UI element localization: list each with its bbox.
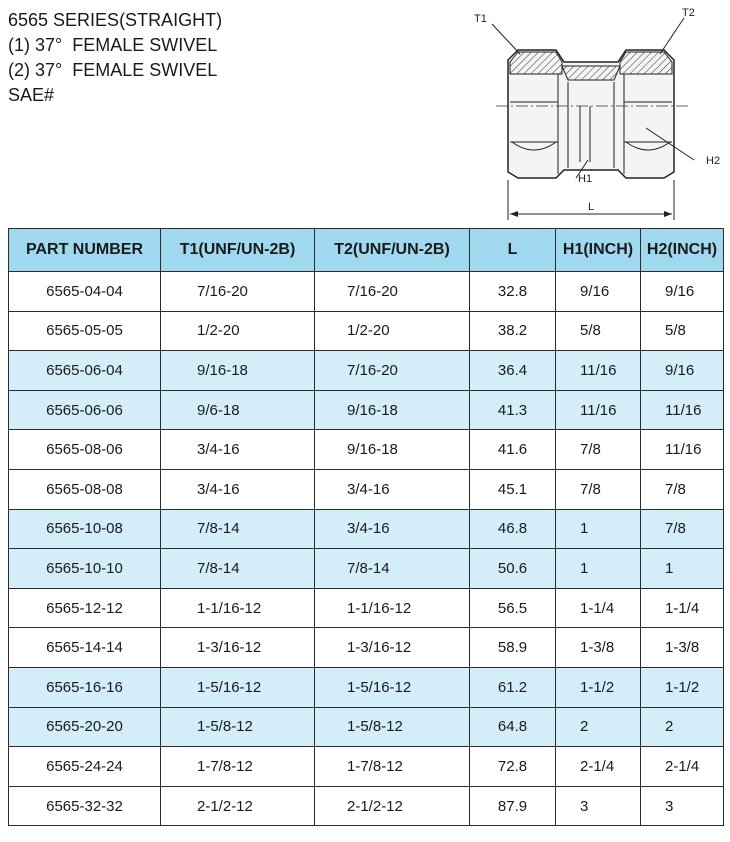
header-h1: H1(INCH) <box>556 229 641 272</box>
cell-t1: 1-5/16-12 <box>161 667 315 707</box>
cell-h2: 2 <box>641 707 724 747</box>
cell-t2: 1-3/16-12 <box>315 628 470 668</box>
cell-t1: 1-1/16-12 <box>161 588 315 628</box>
cell-t2: 7/16-20 <box>315 272 470 312</box>
cell-h1: 9/16 <box>556 272 641 312</box>
cell-part-number: 6565-04-04 <box>9 272 161 312</box>
cell-h1: 1-1/2 <box>556 667 641 707</box>
cell-h1: 3 <box>556 786 641 826</box>
cell-l: 36.4 <box>470 351 556 391</box>
title-line-series: 6565 SERIES(STRAIGHT) <box>8 10 223 30</box>
cell-t2: 1-7/8-12 <box>315 747 470 787</box>
cell-h1: 1 <box>556 549 641 589</box>
cell-t2: 7/16-20 <box>315 351 470 391</box>
cell-t1: 1-7/8-12 <box>161 747 315 787</box>
cell-t1: 2-1/2-12 <box>161 786 315 826</box>
cell-l: 61.2 <box>470 667 556 707</box>
cell-part-number: 6565-05-05 <box>9 311 161 351</box>
cell-h2: 11/16 <box>641 390 724 430</box>
cell-h2: 2-1/4 <box>641 747 724 787</box>
cell-h2: 9/16 <box>641 351 724 391</box>
table-header-row <box>9 229 724 272</box>
table-row <box>9 667 724 707</box>
cell-l: 58.9 <box>470 628 556 668</box>
cell-t1: 1-3/16-12 <box>161 628 315 668</box>
cell-h2: 1-1/4 <box>641 588 724 628</box>
table-row <box>9 509 724 549</box>
cell-t2: 1-1/16-12 <box>315 588 470 628</box>
table-row <box>9 351 724 391</box>
cell-h1: 2-1/4 <box>556 747 641 787</box>
cell-part-number: 6565-12-12 <box>9 588 161 628</box>
label-t2: T2 <box>682 7 695 19</box>
cell-l: 41.3 <box>470 390 556 430</box>
cell-h2: 3 <box>641 786 724 826</box>
table-row <box>9 430 724 470</box>
cell-t2: 7/8-14 <box>315 549 470 589</box>
label-l: L <box>588 201 595 213</box>
table-row <box>9 707 724 747</box>
table-row <box>9 747 724 787</box>
cell-t2: 1-5/16-12 <box>315 667 470 707</box>
title-line-end2: (2) 37° FEMALE SWIVEL <box>8 60 218 80</box>
cell-h2: 7/8 <box>641 509 724 549</box>
label-t1: T1 <box>474 13 487 25</box>
label-h1: H1 <box>578 173 593 185</box>
table-row <box>9 390 724 430</box>
cell-h1: 2 <box>556 707 641 747</box>
table-row <box>9 272 724 312</box>
cell-h2: 7/8 <box>641 469 724 509</box>
cell-l: 72.8 <box>470 747 556 787</box>
cell-part-number: 6565-08-08 <box>9 469 161 509</box>
cell-h2: 1-3/8 <box>641 628 724 668</box>
label-h2: H2 <box>706 155 721 167</box>
header-t2: T2(UNF/UN-2B) <box>315 229 470 272</box>
cell-l: 64.8 <box>470 707 556 747</box>
title-line-standard: SAE# <box>8 85 55 105</box>
cell-part-number: 6565-14-14 <box>9 628 161 668</box>
cell-l: 45.1 <box>470 469 556 509</box>
cell-t1: 3/4-16 <box>161 430 315 470</box>
cell-part-number: 6565-16-16 <box>9 667 161 707</box>
cell-t2: 3/4-16 <box>315 469 470 509</box>
cell-l: 87.9 <box>470 786 556 826</box>
cell-t2: 2-1/2-12 <box>315 786 470 826</box>
table-row <box>9 628 724 668</box>
cell-t2: 9/16-18 <box>315 390 470 430</box>
cell-t1: 1-5/8-12 <box>161 707 315 747</box>
cell-h1: 11/16 <box>556 351 641 391</box>
cell-h1: 1-3/8 <box>556 628 641 668</box>
cell-h1: 7/8 <box>556 469 641 509</box>
cell-t1: 9/16-18 <box>161 351 315 391</box>
cell-part-number: 6565-10-08 <box>9 509 161 549</box>
cell-part-number: 6565-32-32 <box>9 786 161 826</box>
cell-part-number: 6565-10-10 <box>9 549 161 589</box>
series-title <box>8 8 222 108</box>
table-row <box>9 549 724 589</box>
table-row <box>9 311 724 351</box>
cell-t1: 7/16-20 <box>161 272 315 312</box>
header-part-number: PART NUMBER <box>9 229 161 272</box>
table-body <box>9 272 724 826</box>
cell-t2: 9/16-18 <box>315 430 470 470</box>
cell-t2: 1/2-20 <box>315 311 470 351</box>
cell-l: 46.8 <box>470 509 556 549</box>
cell-part-number: 6565-24-24 <box>9 747 161 787</box>
cell-h1: 5/8 <box>556 311 641 351</box>
cell-part-number: 6565-08-06 <box>9 430 161 470</box>
cell-l: 41.6 <box>470 430 556 470</box>
cell-t1: 9/6-18 <box>161 390 315 430</box>
table-row <box>9 588 724 628</box>
cell-h1: 11/16 <box>556 390 641 430</box>
cell-t1: 7/8-14 <box>161 509 315 549</box>
header-t1: T1(UNF/UN-2B) <box>161 229 315 272</box>
cell-h2: 5/8 <box>641 311 724 351</box>
cell-h2: 1 <box>641 549 724 589</box>
cell-t1: 7/8-14 <box>161 549 315 589</box>
cell-part-number: 6565-06-06 <box>9 390 161 430</box>
cell-h1: 1-1/4 <box>556 588 641 628</box>
cell-h1: 1 <box>556 509 641 549</box>
cell-h2: 9/16 <box>641 272 724 312</box>
header-l: L <box>470 229 556 272</box>
cell-l: 32.8 <box>470 272 556 312</box>
table-row <box>9 469 724 509</box>
cell-l: 56.5 <box>470 588 556 628</box>
cell-h2: 1-1/2 <box>641 667 724 707</box>
fitting-drawing <box>468 2 730 224</box>
cell-l: 50.6 <box>470 549 556 589</box>
cell-t2: 1-5/8-12 <box>315 707 470 747</box>
cell-h1: 7/8 <box>556 430 641 470</box>
table-row <box>9 786 724 826</box>
cell-part-number: 6565-06-04 <box>9 351 161 391</box>
cell-h2: 11/16 <box>641 430 724 470</box>
cell-t2: 3/4-16 <box>315 509 470 549</box>
cell-t1: 1/2-20 <box>161 311 315 351</box>
fitting-body <box>508 50 674 178</box>
cell-part-number: 6565-20-20 <box>9 707 161 747</box>
cell-t1: 3/4-16 <box>161 469 315 509</box>
title-line-end1: (1) 37° FEMALE SWIVEL <box>8 35 218 55</box>
cell-l: 38.2 <box>470 311 556 351</box>
header-h2: H2(INCH) <box>641 229 724 272</box>
spec-table <box>8 228 724 826</box>
